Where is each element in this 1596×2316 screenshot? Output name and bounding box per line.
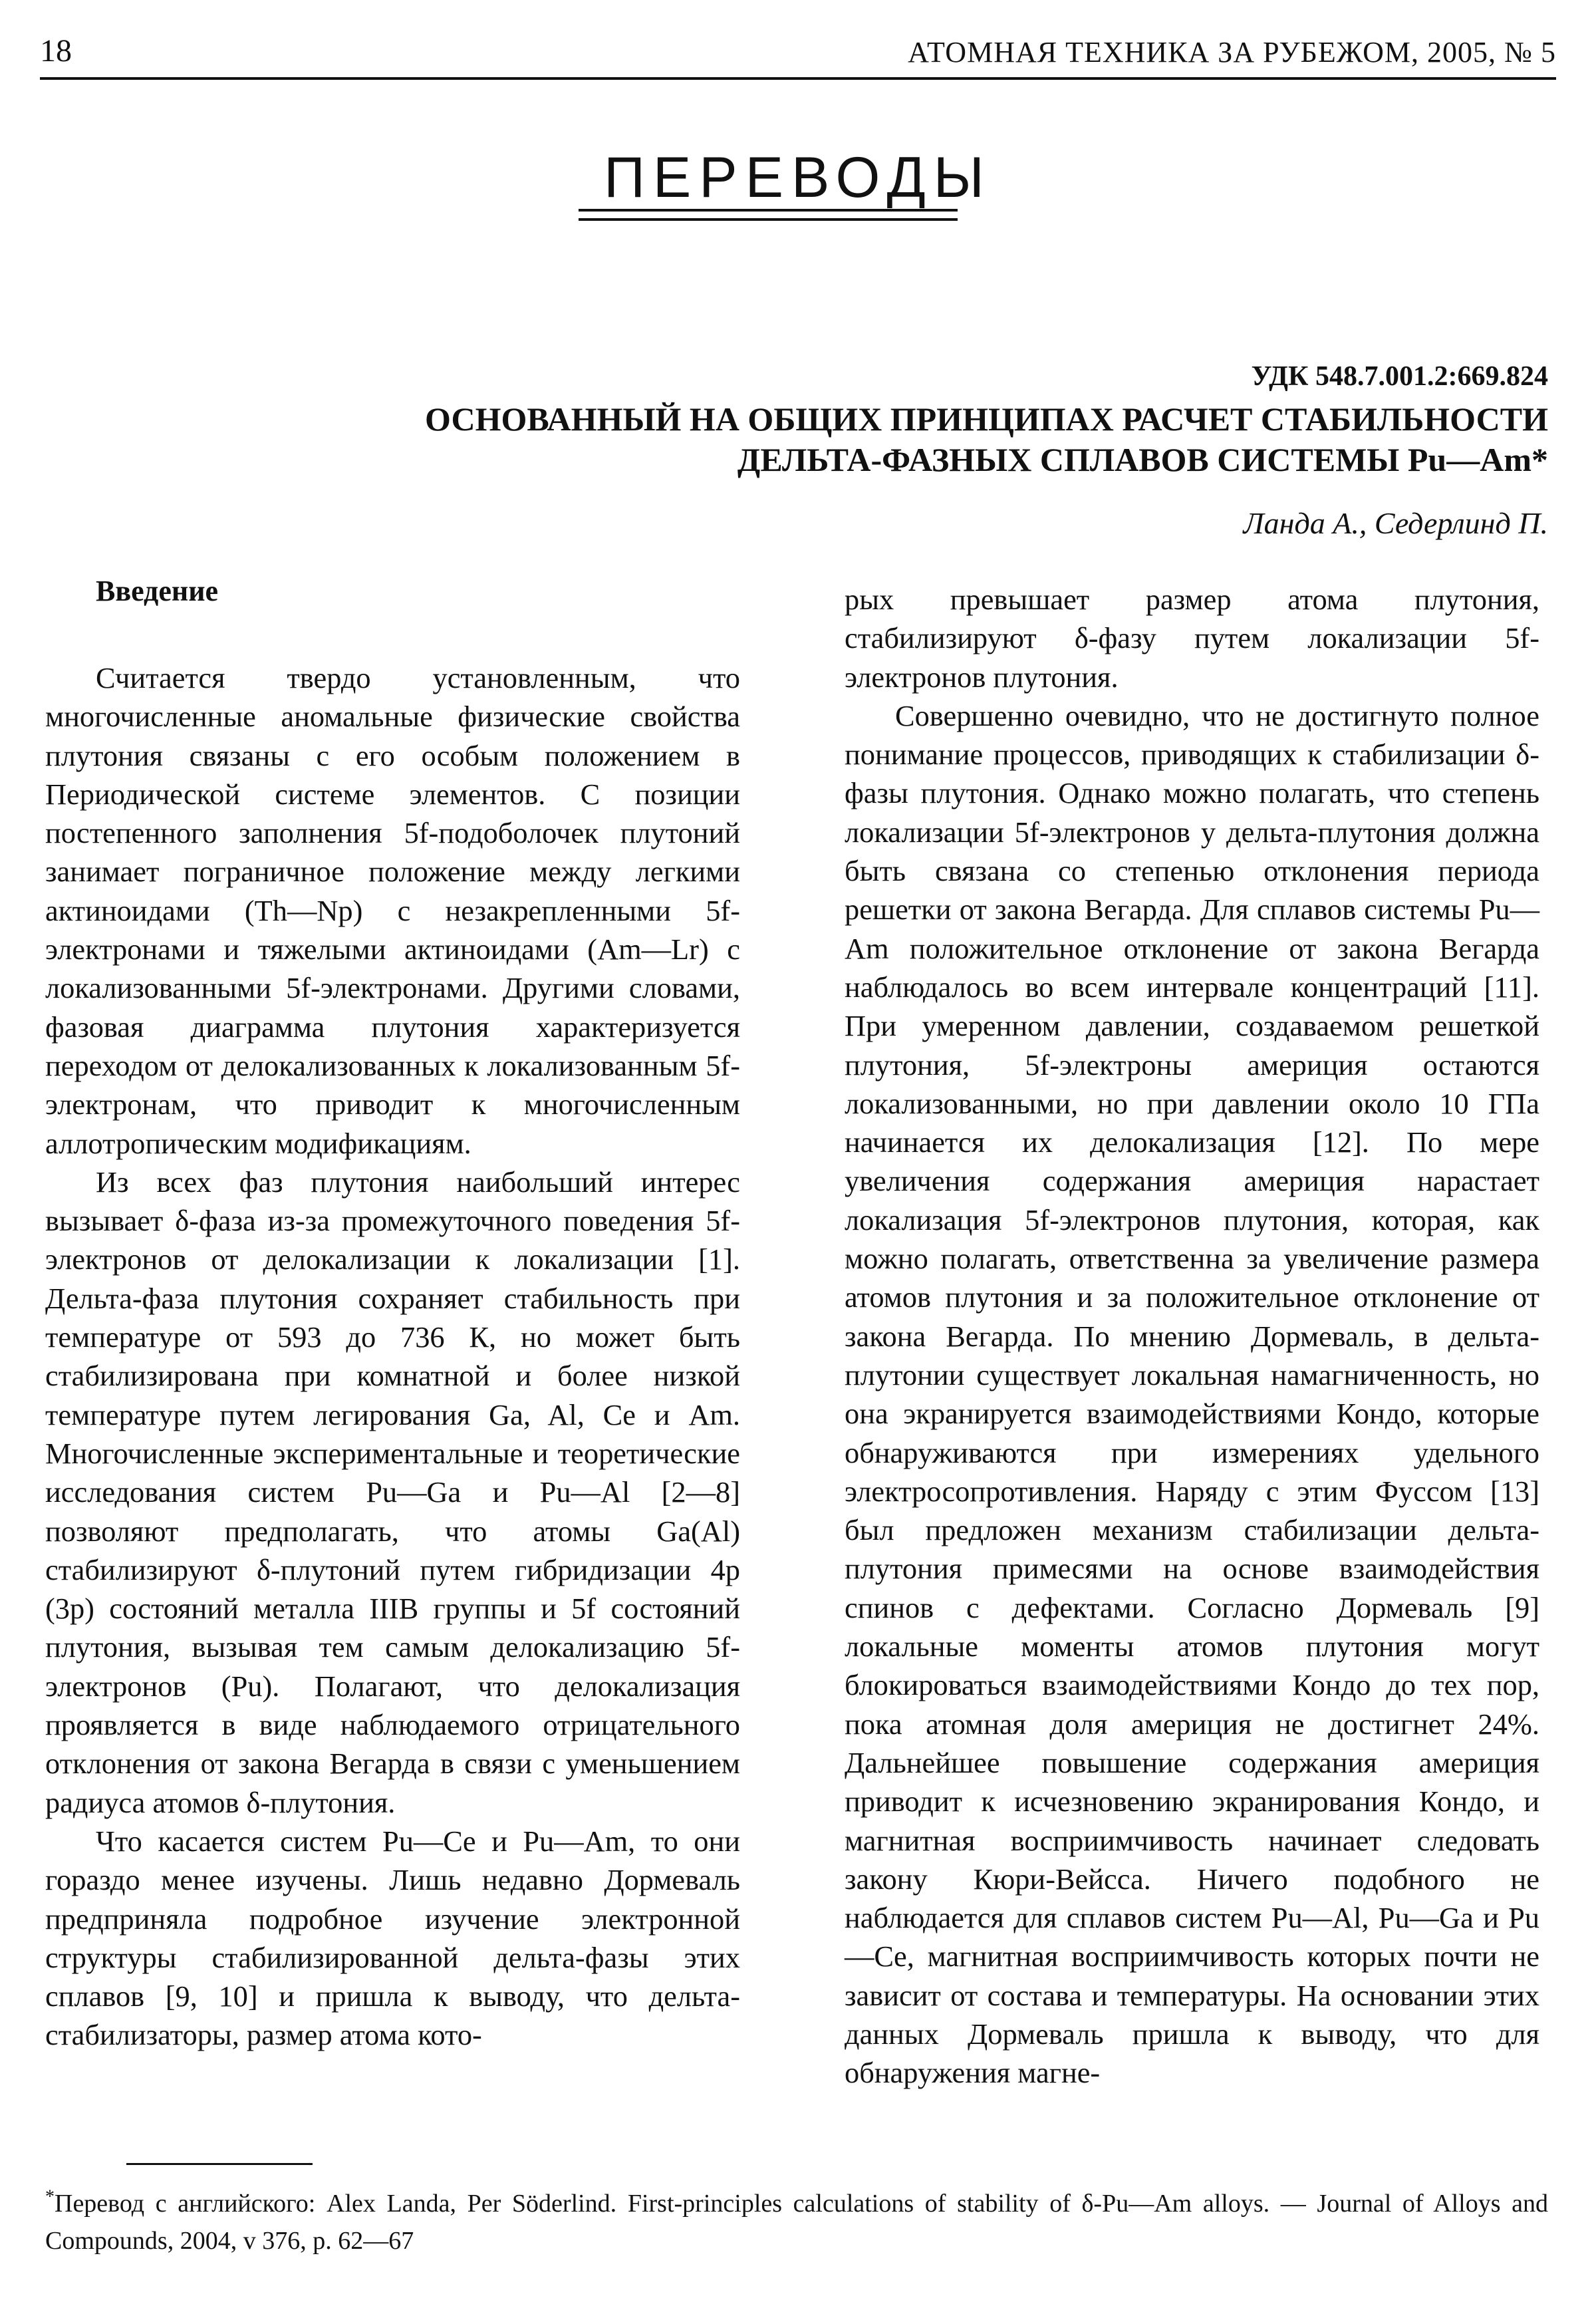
authors: Ланда А., Седерлинд П. <box>1243 506 1548 540</box>
footnote <box>45 2185 1548 2259</box>
article-title-line-2: ДЕЛЬТА-ФАЗНЫХ СПЛАВОВ СИСТЕМЫ Pu—Am* <box>737 441 1548 478</box>
right-column <box>845 580 1539 2093</box>
section-title: ПЕРЕВОДЫ <box>604 146 992 210</box>
udc-code: УДК 548.7.001.2:669.824 <box>1251 361 1548 392</box>
left-paragraph-3: Что касается систем Pu—Ce и Pu—Am, то они гораздо менее изучены. Лишь недавно Дормеваль предприняла подробное изучение электронной структуры стабилизированной дельта-фазы этих сплавов [9, 10] и пришла к выводу, что дельта-стабилизаторы, размер атома кото- <box>45 1824 740 2052</box>
left-paragraph-2: Из всех фаз плутония наибольший интерес вызывает δ-фаза из-за промежуточного поведения 5f-электронов от делокализации к локализации [1]. Дельта-фаза плутония сохраняет стабильность при температуре от 593 до 736 К, но может быть стабилизирована при комнатной и более низкой температуре путем легирования Ga, Al, Ce и Am. Многочисленные экспериментальные и теоретические исследования систем Pu—Ga и Pu—Al [2—8] позволяют предполагать, что атомы Ga(Al) стабилизируют δ-плутоний путем гибридизации 4p (3p) состояний металла IIIB группы и 5f состояний плутония, вызывая тем самым делокализацию 5f-электронов (Pu). Полагают, что делокализация проявляется в виде наблюдаемого отрицательного отклонения от закона Вегарда в связи с уменьшением радиуса атомов δ-плутония. <box>45 1165 740 1819</box>
section-title-underline <box>579 209 958 221</box>
running-header <box>40 24 1556 80</box>
left-column <box>45 572 740 2055</box>
footnote-divider <box>126 2163 313 2165</box>
right-paragraph-2: Совершенно очевидно, что не достигнуто полное понимание процессов, приводящих к стабилизации δ-фазы плутония. Однако можно полагать, что степень локализации 5f-электронов у дельта-плутония должна быть связана со степенью отклонения периода решетки от закона Вегарда. Для сплавов системы Pu—Am положительное отклонение от закона Вегарда наблюдалось во всем интервале концентраций [11]. При умеренном давлении, создаваемом решеткой плутония, 5f-электроны америция остаются локализованными, но при давлении около 10 ГПа начинается их делокализация [12]. По мере увеличения содержания америция нарастает локализация 5f-электронов плутония, которая, как можно полагать, ответственна за увеличение размера атомов плутония и за положительное отклонение от закона Вегарда. По мнению Дормеваль, в дельта-плутонии существует локальная намагниченность, но она экранируется взаимодействиями Кондо, которые обнаруживаются при измерениях удельного электросопротивления. Наряду с этим Фуссом [13] был предложен механизм стабилизации дельта-плутония примесями на основе взаимодействия спинов с дефектами. Согласно Дормеваль [9] локальные моменты атомов плутония могут блокироваться взаимодействиями Кондо до тех пор, пока атомная доля америция не достигнет 24%. Дальнейшее повышение содержания америция приводит к исчезновению экранирования Кондо, и магнитная восприимчивость начинает следовать закону Кюри-Вейсса. Ничего подобного не наблюдается для сплавов систем Pu—Al, Pu—Ga и Pu—Ce, магнитная восприимчивость которых почти не зависит от состава и температуры. На основании этих данных Дормеваль пришла к выводу, что для обнаружения магне- <box>845 698 1539 2090</box>
right-paragraph-1: рых превышает размер атома плутония, стабилизируют δ-фазу путем локализации 5f-электронов плутония. <box>845 583 1539 694</box>
footnote-marker: * <box>45 2186 55 2208</box>
introduction-heading: Введение <box>96 575 219 607</box>
left-paragraph-1: Считается твердо установленным, что многочисленные аномальные физические свойства плутония связаны с его особым положением в Периодической системе элементов. С позиции постепенного заполнения 5f-подоболочек плутоний занимает пограничное положение между легкими актиноидами (Th—Np) с незакрепленными 5f-электронами и тяжелыми актиноидами (Am—Lr) с локализованными 5f-электронами. Другими словами, фазовая диаграмма плутония характеризуется переходом от делокализованных к локализованным 5f-электронам, что приводит к многочисленным аллотропическим модификациям. <box>45 661 740 1160</box>
article-title <box>285 399 1548 480</box>
journal-title: АТОМНАЯ ТЕХНИКА ЗА РУБЕЖОМ, 2005, № 5 <box>908 36 1556 69</box>
footnote-text: Перевод с английского: Alex Landa, Per Söderlind. First-principles calculations of stability of δ-Pu—Am alloys. — Journal of Alloys and Compounds, 2004, v 376, p. 62—67 <box>45 2190 1548 2255</box>
page-number: 18 <box>40 33 72 69</box>
article-title-line-1: ОСНОВАННЫЙ НА ОБЩИХ ПРИНЦИПАХ РАСЧЕТ СТАБИЛЬНОСТИ <box>424 400 1548 438</box>
